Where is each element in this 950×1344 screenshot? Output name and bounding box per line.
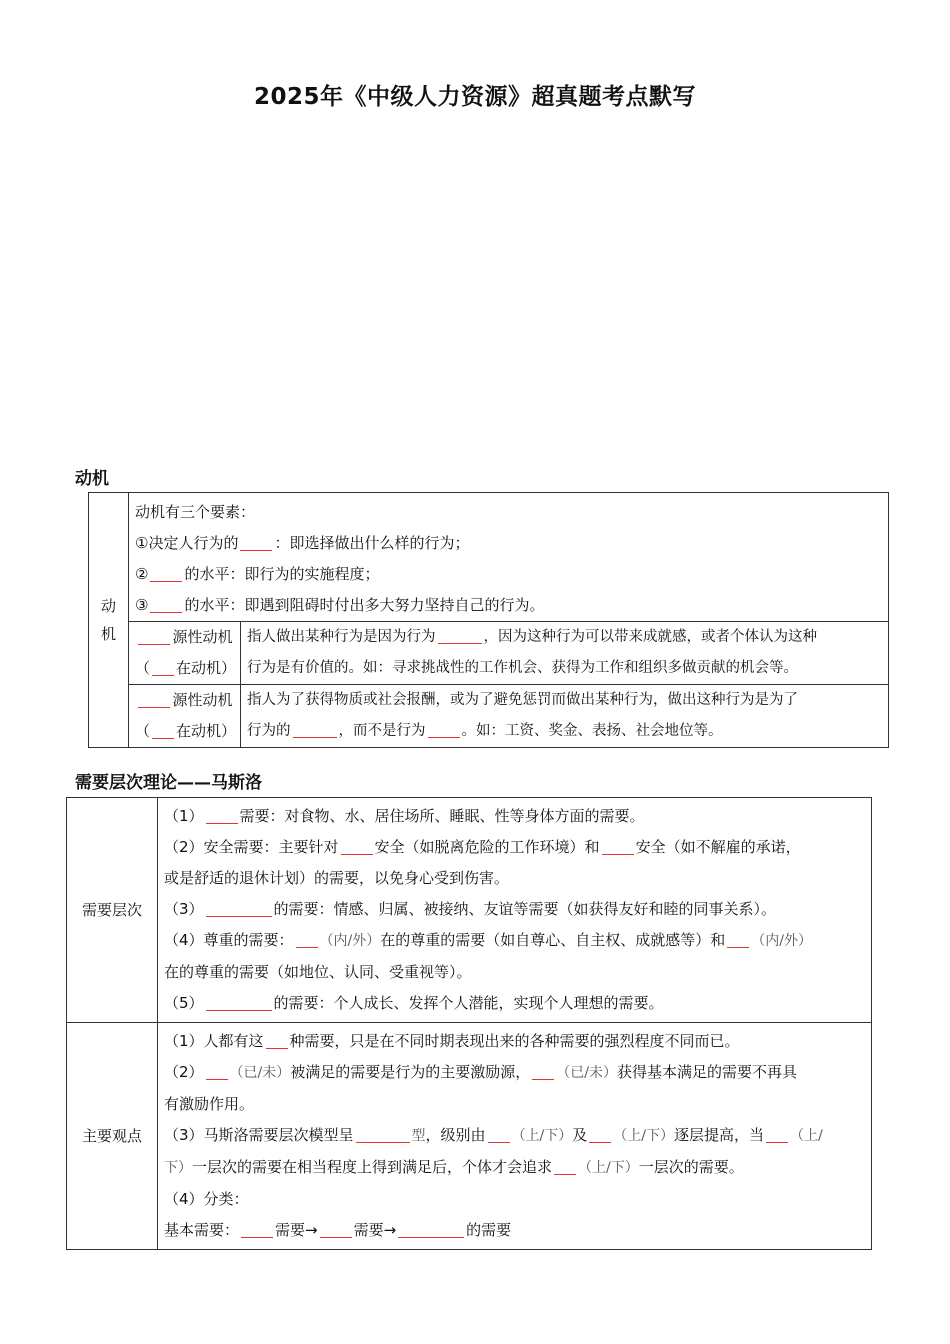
blank[interactable]	[341, 834, 373, 855]
blank[interactable]	[150, 592, 182, 613]
motivation-table	[88, 492, 889, 748]
page-title: 2025年《中级人力资源》超真题考点默写	[253, 84, 696, 110]
blank[interactable]	[266, 1028, 288, 1049]
motivation-element-2: ② 的水平：即行为的实施程度；	[135, 559, 882, 590]
blank[interactable]	[152, 655, 174, 676]
blank[interactable]	[240, 530, 272, 551]
blank[interactable]	[138, 687, 170, 708]
blank[interactable]	[138, 624, 170, 645]
blank[interactable]	[206, 990, 272, 1011]
views-label: 主要观点	[67, 1023, 158, 1250]
levels-content: （1） 需要：对食物、水、居住场所、睡眠、性等身体方面的需要。 （2）安全需要：主要针对 安全（如脱离危险的工作环境）和 安全（如不解雇的承诺， 或是舒适的退休计划）的需要，以免身心受到伤害。 （3） 的需要：情感、归属、被接纳、友谊等需要（如获得友好和睦的同事关系）。 （4）尊重的需要： （内/外）在的尊重的需要（如自尊心、自主权、成就感等）和 （内/外） 在的尊重的需要（如地位、认同、受重视等）。 （5） 的需要：个人成长、发挥个人潜能，实现个人理想的需要。	[158, 798, 872, 1023]
blank[interactable]	[206, 1059, 228, 1080]
intrinsic-label: 源性动机 （ 在动机）	[129, 622, 241, 685]
motivation-element-1: ①决定人行为的 ：即选择做出什么样的行为；	[135, 528, 882, 559]
blank[interactable]	[589, 1122, 611, 1143]
motivation-element-3: ③ 的水平：即遇到阻碍时付出多大努力坚持自己的行为。	[135, 590, 882, 621]
blank[interactable]	[398, 1217, 464, 1238]
blank[interactable]	[206, 896, 272, 917]
maslow-table	[66, 797, 872, 1250]
views-content: （1）人都有这 种需要，只是在不同时期表现出来的各种需要的强烈程度不同而已。 （2） （已/未）被满足的需要是行为的主要激励源， （已/未）获得基本满足的需要不再具 有激励作用。 （3）马斯洛需要层次模型呈 型，级别由 （上/下）及 （上/下）逐层提高，当 （上/ 下）一层次的需要在相当程度上得到满足后，个体才会追求 （上/下）一层次的需要。 （4）分类： 基本需要： 需要→ 需要→ 的需要	[158, 1023, 872, 1250]
motivation-heading: 动机	[75, 469, 109, 489]
extrinsic-desc: 指人为了获得物质或社会报酬，或为了避免惩罚而做出某种行为，做出这种行为是为了 行为的 ，而不是行为 。如：工资、奖金、表扬、社会地位等。	[241, 685, 889, 748]
blank[interactable]	[602, 834, 634, 855]
maslow-heading: 需要层次理论——马斯洛	[75, 773, 262, 793]
blank[interactable]	[296, 927, 318, 948]
extrinsic-label: 源性动机 （ 在动机）	[129, 685, 241, 748]
blank[interactable]	[766, 1122, 788, 1143]
blank[interactable]	[488, 1122, 510, 1143]
blank[interactable]	[241, 1217, 273, 1238]
intrinsic-desc: 指人做出某种行为是因为行为 ，因为这种行为可以带来成就感，或者个体认为这种 行为是有价值的。如：寻求挑战性的工作机会、获得为工作和组织多做贡献的机会等。	[241, 622, 889, 685]
motivation-intro: 动机有三个要素：	[135, 503, 256, 521]
blank[interactable]	[150, 561, 182, 582]
blank[interactable]	[532, 1059, 554, 1080]
blank[interactable]	[356, 1122, 410, 1143]
blank[interactable]	[206, 803, 238, 824]
levels-label: 需要层次	[67, 798, 158, 1023]
blank[interactable]	[428, 717, 460, 738]
blank[interactable]	[438, 623, 482, 644]
blank[interactable]	[293, 717, 337, 738]
motivation-elements-cell	[129, 493, 889, 622]
blank[interactable]	[320, 1217, 352, 1238]
blank[interactable]	[152, 718, 174, 739]
blank[interactable]	[554, 1154, 576, 1175]
motivation-side-label: 动机	[89, 493, 129, 748]
blank[interactable]	[727, 927, 749, 948]
